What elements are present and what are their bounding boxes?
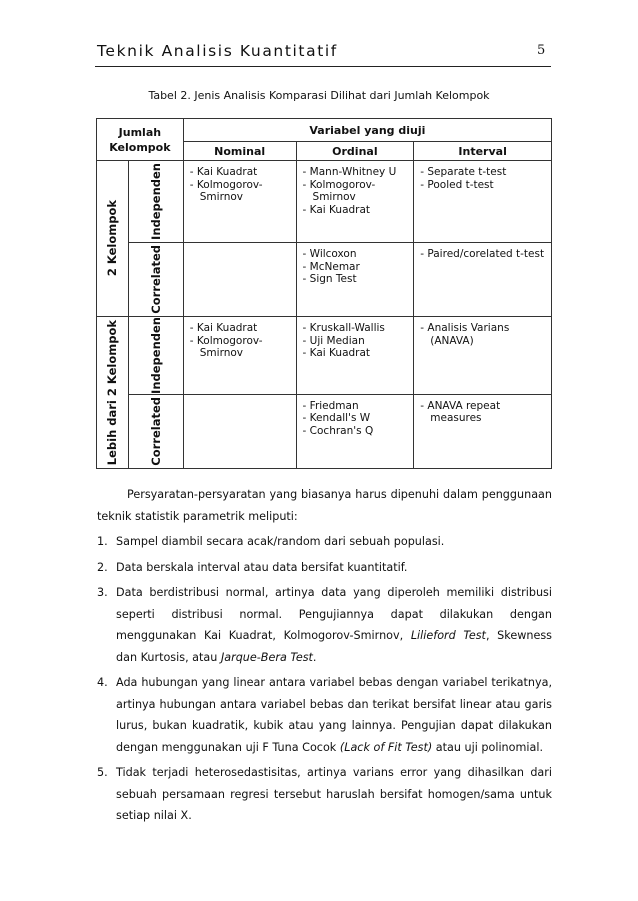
analysis-list: [414, 243, 551, 265]
row-label-cell: [128, 243, 183, 317]
analysis-list: [297, 243, 414, 290]
table-cell: [183, 243, 296, 317]
analysis-item: - Kai Kuadrat: [303, 204, 410, 217]
analysis-list: [297, 317, 414, 364]
analysis-item: - Kolmogorov-Smirnov: [303, 179, 410, 204]
row-label: Independen: [148, 317, 163, 394]
header-nominal: Nominal: [183, 142, 296, 161]
table-cell: [296, 317, 414, 395]
table-cell: [296, 394, 414, 468]
analysis-item: - Sign Test: [303, 273, 410, 286]
table-cell: [296, 161, 414, 243]
analysis-item: - Kruskall-Wallis: [303, 322, 410, 335]
analysis-list: [184, 243, 296, 252]
row-label: Correlated: [148, 245, 163, 314]
analysis-item: - Kai Kuadrat: [303, 347, 410, 360]
page-number: 5: [537, 43, 546, 58]
header-group-count: Jumlah Kelompok: [97, 119, 184, 161]
analysis-item: - Paired/corelated t-test: [420, 248, 547, 261]
analysis-item: - Uji Median: [303, 335, 410, 348]
list-item: 4. Ada hubungan yang linear antara variabel bebas dengan variabel terikatnya, artinya hubungan antara variabel bebas dan terikat bersifat linear atau garis lurus, bukan kuadratik, kubik atau yang lainnya. Pengujian dapat dilakukan dengan menggunakan uji F Tuna Cocok (Lack of Fit Test) atau uji polinomial.: [97, 676, 552, 754]
analysis-item: - Kai Kuadrat: [190, 322, 292, 335]
table-cell: [296, 243, 414, 317]
header-variable: Variabel yang diuji: [183, 119, 551, 142]
analysis-list: [414, 317, 551, 351]
analysis-list: [414, 161, 551, 195]
row-label: Correlated: [148, 397, 163, 466]
group-label: 2 Kelompok: [105, 200, 120, 277]
analysis-list: [184, 395, 296, 404]
list-item: 3. Data berdistribusi normal, artinya data yang diperoleh memiliki distribusi seperti distribusi normal. Pengujiannya dapat dilakukan dengan menggunakan Kai Kuadrat, Kolmogorov-Smirnov, Lilieford Test, Skewness dan Kurtosis, atau Jarque-Bera Test.: [97, 586, 552, 664]
analysis-item: - Cochran's Q: [303, 425, 410, 438]
row-label-cell: [128, 394, 183, 468]
header-interval: Interval: [414, 142, 552, 161]
analysis-item: - Wilcoxon: [303, 248, 410, 261]
list-item: 2. Data berskala interval atau data bersifat kuantitatif.: [97, 560, 408, 574]
group-label-cell: [97, 161, 129, 317]
analysis-list: [297, 161, 414, 220]
analysis-item: - Kendall's W: [303, 412, 410, 425]
analysis-item: - McNemar: [303, 261, 410, 274]
table-cell: [183, 317, 296, 395]
analysis-list: [184, 161, 296, 208]
list-item: 5. Tidak terjadi heterosedastisitas, artinya varians error yang dihasilkan dari sebuah persamaan regresi tersebut haruslah bersifat homogen/sama untuk setiap nilai X.: [97, 766, 552, 822]
analysis-item: - Kai Kuadrat: [190, 166, 292, 179]
analysis-list: [184, 317, 296, 364]
table-cell: [414, 161, 552, 243]
header-ordinal: Ordinal: [296, 142, 414, 161]
analysis-list: [414, 395, 551, 429]
analysis-item: - Mann-Whitney U: [303, 166, 410, 179]
analysis-item: - Pooled t-test: [420, 179, 547, 192]
requirements-list: [97, 531, 552, 827]
table-cell: [183, 161, 296, 243]
analysis-list: [297, 395, 414, 442]
row-label-cell: [128, 161, 183, 243]
running-header-title: Teknik Analisis Kuantitatif: [97, 42, 338, 60]
table-cell: [414, 394, 552, 468]
analysis-item: - Friedman: [303, 400, 410, 413]
analysis-item: - Separate t-test: [420, 166, 547, 179]
analysis-item: - Kolmogorov-Smirnov: [190, 179, 292, 204]
body-section: [97, 484, 552, 831]
comparison-table: [96, 118, 552, 469]
intro-paragraph: Persyaratan-persyaratan yang biasanya harus dipenuhi dalam penggunaan teknik statistik parametrik meliputi:: [97, 488, 552, 523]
row-label: Independen: [148, 163, 163, 240]
row-label-cell: [128, 317, 183, 395]
group-label-cell: [97, 317, 129, 469]
analysis-item: - Analisis Varians (ANAVA): [420, 322, 547, 347]
analysis-item: - ANAVA repeat measures: [420, 400, 547, 425]
group-label: Lebih dari 2 Kelompok: [105, 319, 120, 466]
analysis-item: - Kolmogorov-Smirnov: [190, 335, 292, 360]
table-caption: Tabel 2. Jenis Analisis Komparasi Dilihat dari Jumlah Kelompok: [148, 89, 490, 102]
table-cell: [414, 243, 552, 317]
table-cell: [414, 317, 552, 395]
header-divider: [95, 66, 551, 67]
table-cell: [183, 394, 296, 468]
list-item: 1. Sampel diambil secara acak/random dari sebuah populasi.: [97, 535, 445, 548]
